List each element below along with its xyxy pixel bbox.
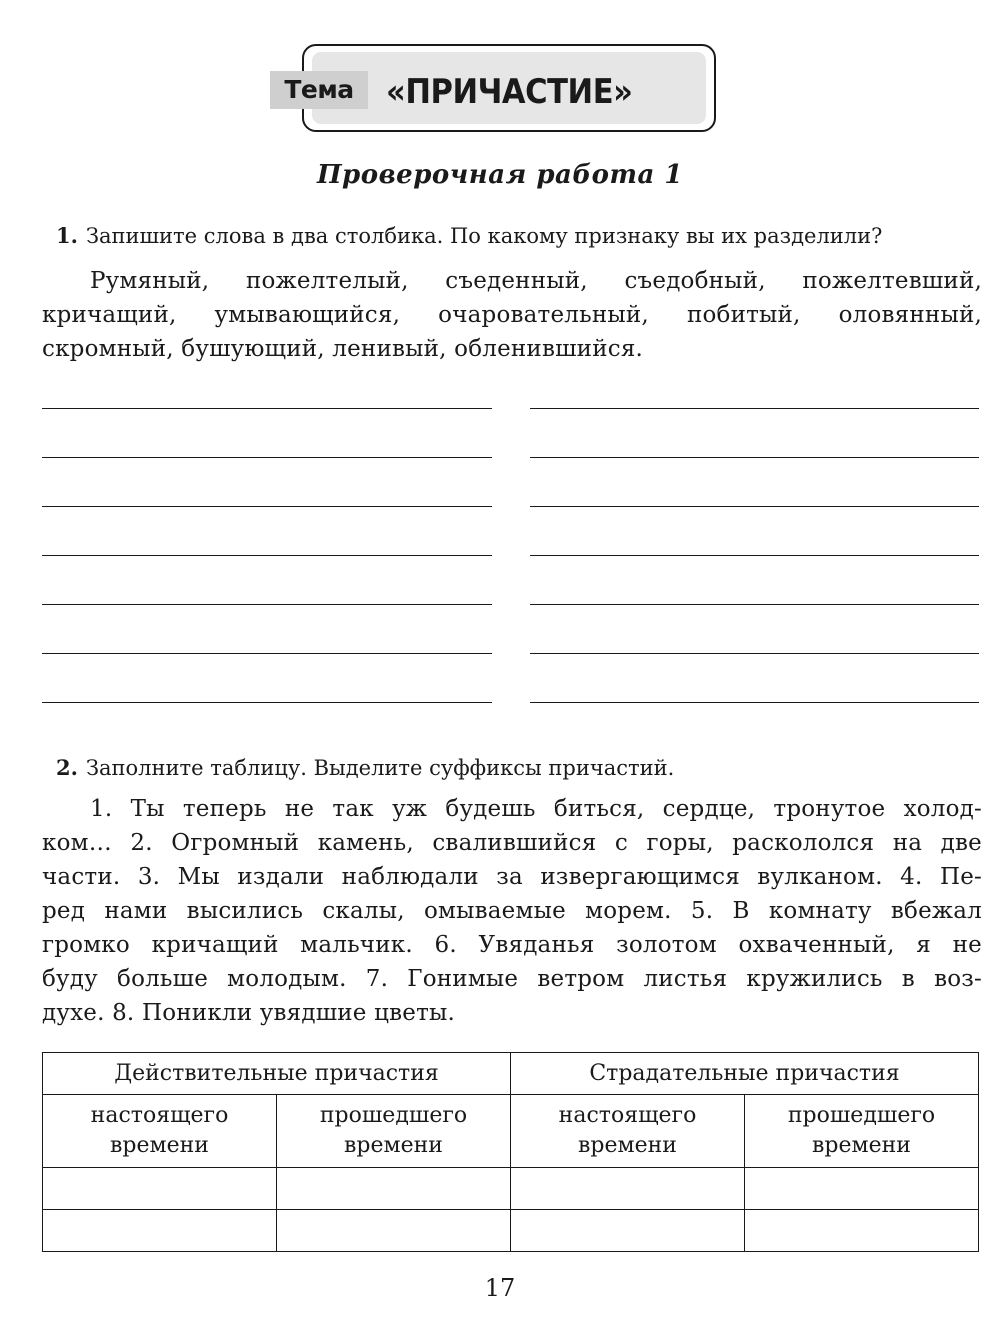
- answer-line-right[interactable]: [530, 457, 979, 458]
- task1-number: 1.: [56, 223, 78, 248]
- table-cell[interactable]: [511, 1210, 745, 1252]
- answer-line-left[interactable]: [42, 457, 492, 458]
- answer-line-right[interactable]: [530, 555, 979, 556]
- answer-line-right[interactable]: [530, 506, 979, 507]
- subheader-word: времени: [110, 1133, 209, 1158]
- answer-line-right[interactable]: [530, 408, 979, 409]
- answer-line-left[interactable]: [42, 653, 492, 654]
- topic-label: Тема: [270, 71, 368, 109]
- answer-line-left[interactable]: [42, 506, 492, 507]
- task1-instruction: [56, 222, 986, 250]
- subheader-word: прошедшего: [319, 1103, 468, 1128]
- task2-line: буду больше молодым. 7. Гонимые ветром листья кружились в воз-: [42, 966, 982, 992]
- subheader-word: настоящего: [90, 1103, 229, 1128]
- header-active-participles: Действительные причастия: [43, 1053, 511, 1095]
- task2-instruction-text: Заполните таблицу. Выделите суффиксы причастий.: [85, 756, 675, 780]
- answer-line-left[interactable]: [42, 604, 492, 605]
- task1-instruction-text: Запишите слова в два столбика. По какому признаку вы их разделили?: [85, 224, 883, 248]
- topic-title: «ПРИЧАСТИЕ»: [386, 72, 633, 112]
- subheader-word: настоящего: [558, 1103, 697, 1128]
- answer-line-right[interactable]: [530, 702, 979, 703]
- table-cell[interactable]: [745, 1210, 979, 1252]
- table-cell[interactable]: [277, 1210, 511, 1252]
- task2-line: громко кричащий мальчик. 6. Увяданья золотом охваченный, я не: [42, 932, 982, 958]
- task2-sentences: [42, 792, 982, 1030]
- task1-line: скромный, бушующий, ленивый, обленившийся.: [42, 336, 644, 362]
- work-title: Проверочная работа 1: [316, 160, 683, 190]
- answer-line-right[interactable]: [530, 604, 979, 605]
- subheader-word: времени: [578, 1133, 677, 1158]
- table-cell[interactable]: [511, 1168, 745, 1210]
- task1-line: Румяный, пожелтелый, съеденный, съедобный, пожелтевший,: [90, 268, 982, 294]
- subheader-active-past: [277, 1095, 511, 1168]
- header-passive-participles: Страдательные причастия: [511, 1053, 979, 1095]
- task2-line: ком… 2. Огромный камень, свалившийся с горы, раскололся на две: [42, 830, 982, 856]
- table-cell[interactable]: [43, 1168, 277, 1210]
- subheader-word: прошедшего: [787, 1103, 936, 1128]
- participle-table: [42, 1052, 979, 1252]
- table-cell[interactable]: [277, 1168, 511, 1210]
- task1-word-list: [42, 264, 982, 366]
- task2-line: ред нами высились скалы, омываемые морем. 5. В комнату вбежал: [42, 898, 982, 924]
- task2-line: части. 3. Мы издали наблюдали за извергающимся вулканом. 4. Пе-: [42, 864, 982, 890]
- subheader-word: времени: [344, 1133, 443, 1158]
- subheader-word: времени: [812, 1133, 911, 1158]
- page-number: 17: [484, 1274, 516, 1302]
- task2-line: 1. Ты теперь не так уж будешь биться, сердце, тронутое холод-: [90, 796, 982, 822]
- task1-line: кричащий, умывающийся, очаровательный, побитый, оловянный,: [42, 302, 982, 328]
- task2-number: 2.: [56, 755, 78, 780]
- subheader-passive-past: [745, 1095, 979, 1168]
- answer-line-right[interactable]: [530, 653, 979, 654]
- task2-instruction: [56, 754, 986, 782]
- task2-line: духе. 8. Поникли увядшие цветы.: [42, 1000, 456, 1026]
- subheader-active-present: [43, 1095, 277, 1168]
- answer-line-left[interactable]: [42, 702, 492, 703]
- answer-line-left[interactable]: [42, 408, 492, 409]
- answer-line-left[interactable]: [42, 555, 492, 556]
- subheader-passive-present: [511, 1095, 745, 1168]
- table-cell[interactable]: [745, 1168, 979, 1210]
- table-cell[interactable]: [43, 1210, 277, 1252]
